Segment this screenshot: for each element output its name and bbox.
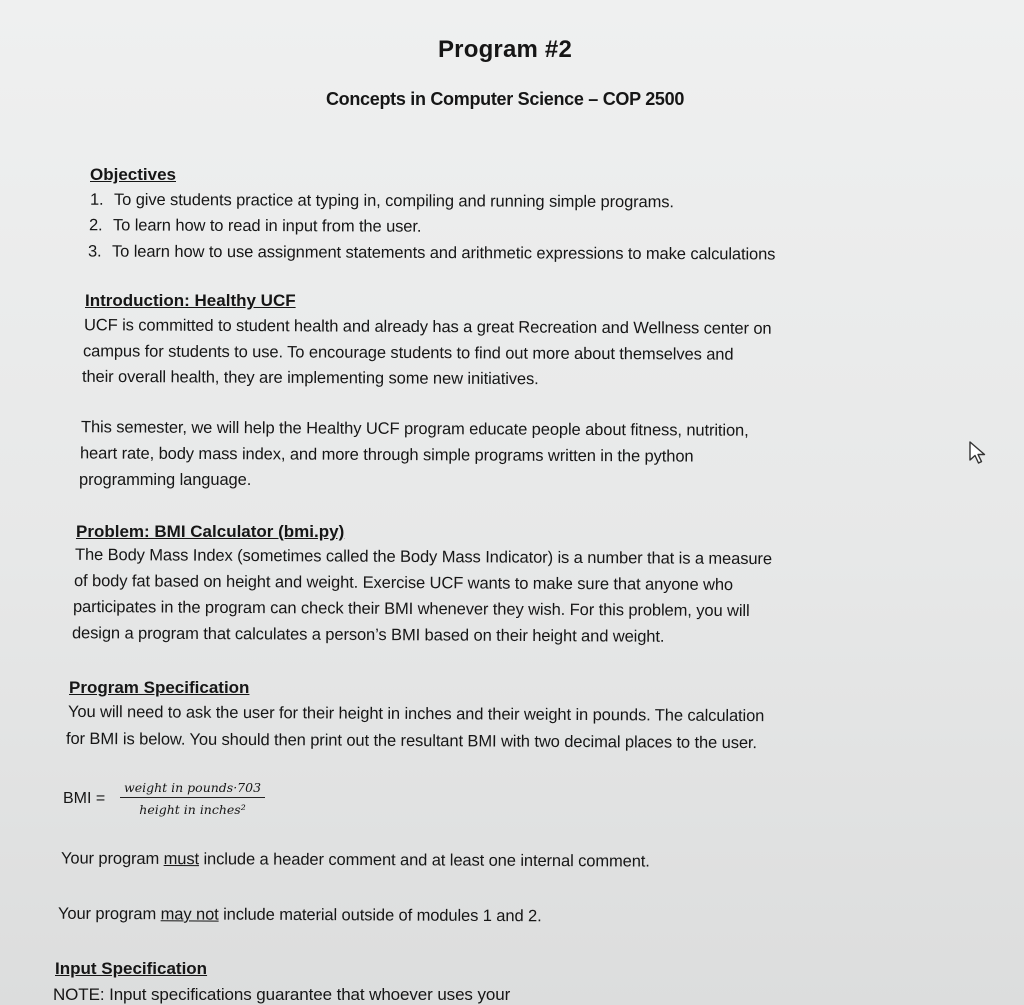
must-before: Your program: [60, 849, 164, 868]
problem-line: of body fat based on height and weight. Exercise UCF wants to make sure that anyone who: [73, 571, 734, 595]
may-not-include-line: [58, 905, 542, 927]
page-subtitle: Concepts in Computer Science – COP 2500: [325, 89, 685, 109]
problem-line: The Body Mass Index (sometimes called the Body Mass Indicator) is a number that is a measure: [74, 545, 773, 569]
specification-heading: Program Specification: [69, 678, 250, 697]
problem-heading: Problem: BMI Calculator (bmi.py): [76, 522, 345, 541]
maynot-after: include material outside of modules 1 and 2.: [218, 905, 542, 926]
maynot-emphasis: may not: [160, 905, 219, 924]
objective-number: 3.: [87, 242, 102, 261]
objective-item: [90, 191, 674, 213]
specification-line: for BMI is below. You should then print out the resultant BMI with two decimal places to the user.: [65, 729, 757, 753]
must-emphasis: must: [163, 849, 200, 869]
intro-line: heart rate, body mass index, and more through simple programs written in the python: [79, 444, 694, 466]
bmi-formula-denominator: height in inches²: [139, 802, 246, 817]
must-after: include a header comment and at least one internal comment.: [198, 850, 650, 871]
intro-line: their overall health, they are implementing some new initiatives.: [81, 367, 539, 389]
input-note-line: NOTE: Input specifications guarantee that whoever uses your: [53, 985, 511, 1004]
objective-text: To learn how to use assignment statements and arithmetic expressions to make calculations: [111, 242, 776, 264]
intro-line: This semester, we will help the Healthy UCF program educate people about fitness, nutrition,: [80, 418, 749, 440]
specification-line: You will need to ask the user for their height in inches and their weight in pounds. The calculation: [67, 702, 765, 726]
objective-text: To give students practice at typing in, compiling and running simple programs.: [113, 190, 674, 212]
must-include-line: [61, 849, 650, 871]
objective-number: 1.: [89, 190, 104, 209]
objectives-heading: Objectives: [90, 165, 176, 184]
maynot-before: Your program: [57, 904, 161, 924]
mouse-pointer-icon: [968, 440, 988, 471]
problem-line: design a program that calculates a person’s BMI based on their height and weight.: [71, 624, 665, 646]
intro-line: programming language.: [79, 471, 252, 489]
objective-text: To learn how to read in input from the user.: [112, 216, 422, 236]
page-title: Program #2: [437, 36, 573, 63]
problem-line: participates in the program can check their BMI whenever they wish. For this problem, you will: [72, 597, 750, 621]
objective-item: [89, 216, 421, 236]
intro-line: campus for students to use. To encourage students to find out more about themselves and: [82, 342, 734, 364]
objective-number: 2.: [88, 216, 103, 235]
objective-item: [88, 243, 775, 265]
bmi-formula-numerator: weight in pounds·703: [120, 780, 265, 798]
intro-line: UCF is committed to student health and already has a great Recreation and Wellness center on: [83, 316, 772, 338]
introduction-heading: Introduction: Healthy UCF: [85, 291, 296, 310]
bmi-formula-label: BMI =: [63, 790, 106, 807]
input-specification-heading: Input Specification: [55, 959, 208, 978]
bmi-formula-fraction: [120, 780, 265, 817]
